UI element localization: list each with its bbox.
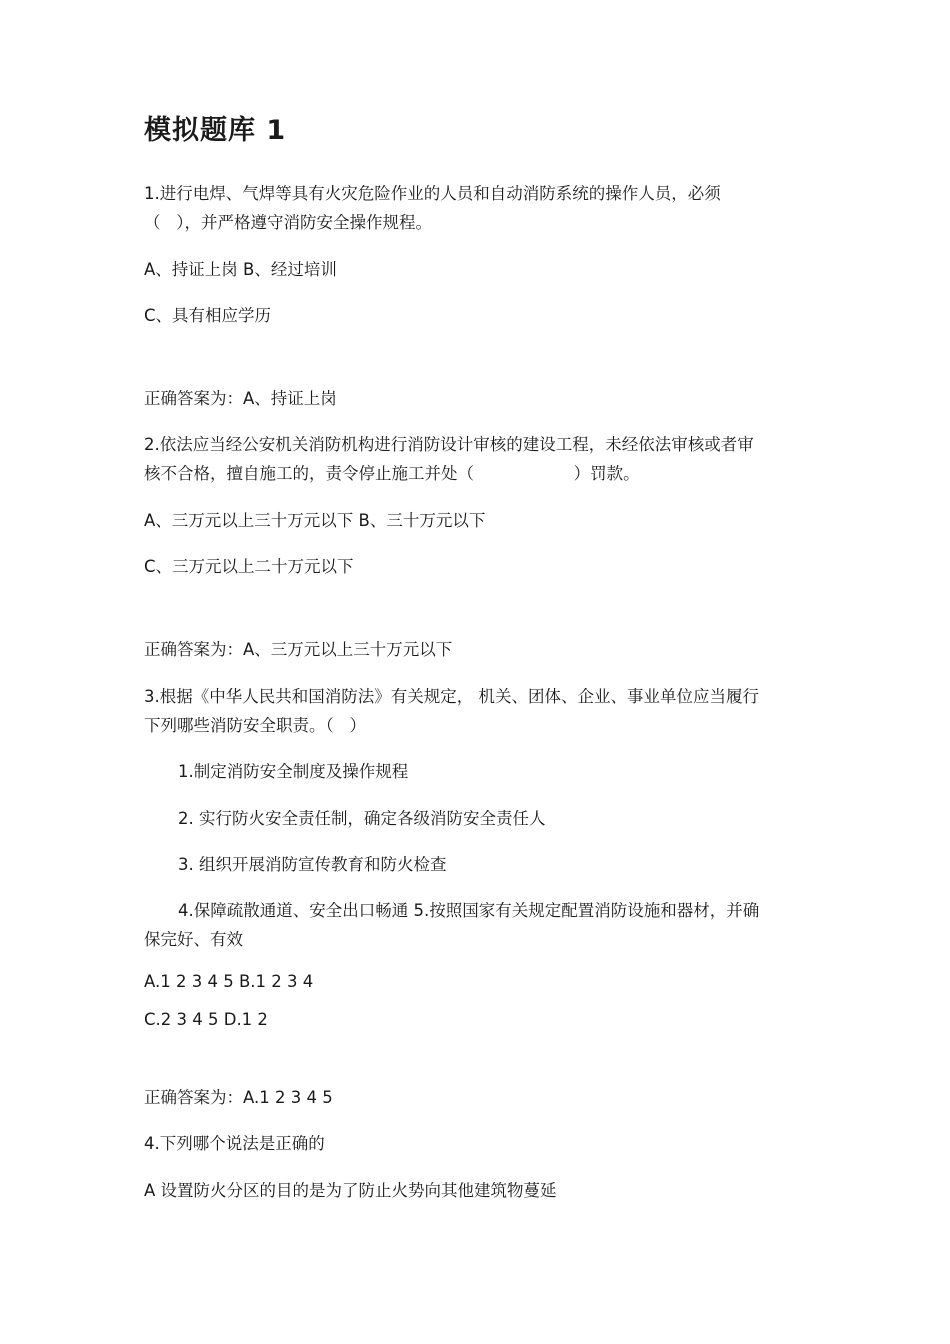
page-title: 模拟题库 1: [144, 115, 287, 146]
question-2-text-cont: 核不合格，擅自施工的，责令停止施工并处（ ）罚款。: [144, 464, 640, 483]
question-3-options-cd: C.2 3 4 5 D.1 2: [144, 1010, 268, 1029]
question-1-text: 1.进行电焊、气焊等具有火灾危险作业的人员和自动消防系统的操作人员，必须: [144, 184, 721, 203]
question-3-item-4-5-cont: 保完好、有效: [144, 930, 243, 949]
question-2-text: 2.依法应当经公安机关消防机构进行消防设计审核的建设工程，未经依法审核或者审: [144, 435, 754, 454]
question-3-item-4-5: 4.保障疏散通道、安全出口畅通 5.按照国家有关规定配置消防设施和器材，并确: [178, 901, 760, 920]
question-3-item-3: 3. 组织开展消防宣传教育和防火检查: [178, 855, 447, 874]
question-1-answer: 正确答案为：A、持证上岗: [144, 389, 337, 408]
question-3-item-1: 1.制定消防安全制度及操作规程: [178, 762, 409, 781]
question-2-option-c: C、三万元以上二十万元以下: [144, 557, 354, 576]
question-3-text: 3.根据《中华人民共和国消防法》有关规定， 机关、团体、企业、事业单位应当履行: [144, 687, 759, 706]
question-2-answer: 正确答案为：A、三万元以上三十万元以下: [144, 640, 453, 659]
question-1-option-c: C、具有相应学历: [144, 306, 272, 325]
question-3-options-ab: A.1 2 3 4 5 B.1 2 3 4: [144, 972, 314, 991]
question-2-options-ab: A、三万元以上三十万元以下 B、三十万元以下: [144, 511, 486, 530]
question-1-text-cont: （ ），并严格遵守消防安全操作规程。: [144, 213, 432, 232]
question-4-option-a: A 设置防火分区的目的是为了防止火势向其他建筑物蔓延: [144, 1181, 557, 1200]
question-3-text-cont: 下列哪些消防安全职责。（ ）: [144, 716, 366, 735]
question-4-text: 4.下列哪个说法是正确的: [144, 1134, 325, 1153]
question-1-options-ab: A、持证上岗 B、经过培训: [144, 260, 337, 279]
question-3-answer: 正确答案为：A.1 2 3 4 5: [144, 1088, 333, 1107]
question-3-item-2: 2. 实行防火安全责任制，确定各级消防安全责任人: [178, 809, 546, 828]
